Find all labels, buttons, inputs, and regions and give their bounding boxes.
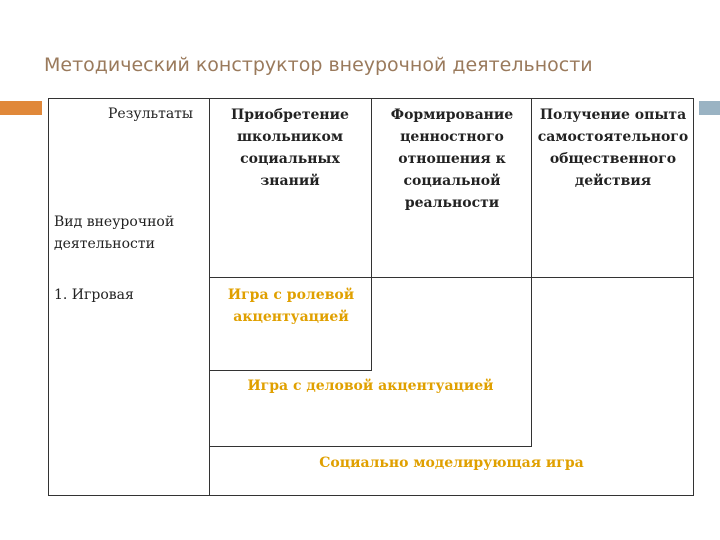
column-header-values: Формирование ценностного отношения к социальной реальности (390, 107, 514, 211)
cell-role-game: Игра с ролевой акцентуацией (227, 287, 355, 325)
results-label: Результаты (108, 106, 194, 122)
table-border-right (693, 98, 694, 496)
cell-business-game: Игра с деловой акцентуацией (247, 378, 494, 394)
column-divider-2 (371, 98, 372, 278)
row-header-label: Вид внеурочной деятельности (54, 214, 175, 252)
table-border-bottom (48, 495, 694, 496)
step-bottom-business (209, 446, 532, 447)
column-header-experience: Получение опыта самостоятельного общественного действия (537, 107, 689, 189)
header-row-divider (209, 277, 694, 278)
column-divider-1 (209, 98, 210, 496)
accent-bar-left (0, 101, 42, 115)
table-border-left (48, 98, 49, 496)
accent-bar-right (699, 101, 720, 115)
cell-social-game: Социально моделирующая игра (319, 455, 584, 471)
row-label-game: 1. Игровая (54, 287, 134, 303)
step-divider-role (371, 277, 372, 371)
column-header-knowledge: Приобретение школьником социальных знаний (231, 107, 349, 189)
slide-title: Методический конструктор внеурочной деятельности (44, 54, 593, 76)
step-bottom-role (209, 370, 372, 371)
